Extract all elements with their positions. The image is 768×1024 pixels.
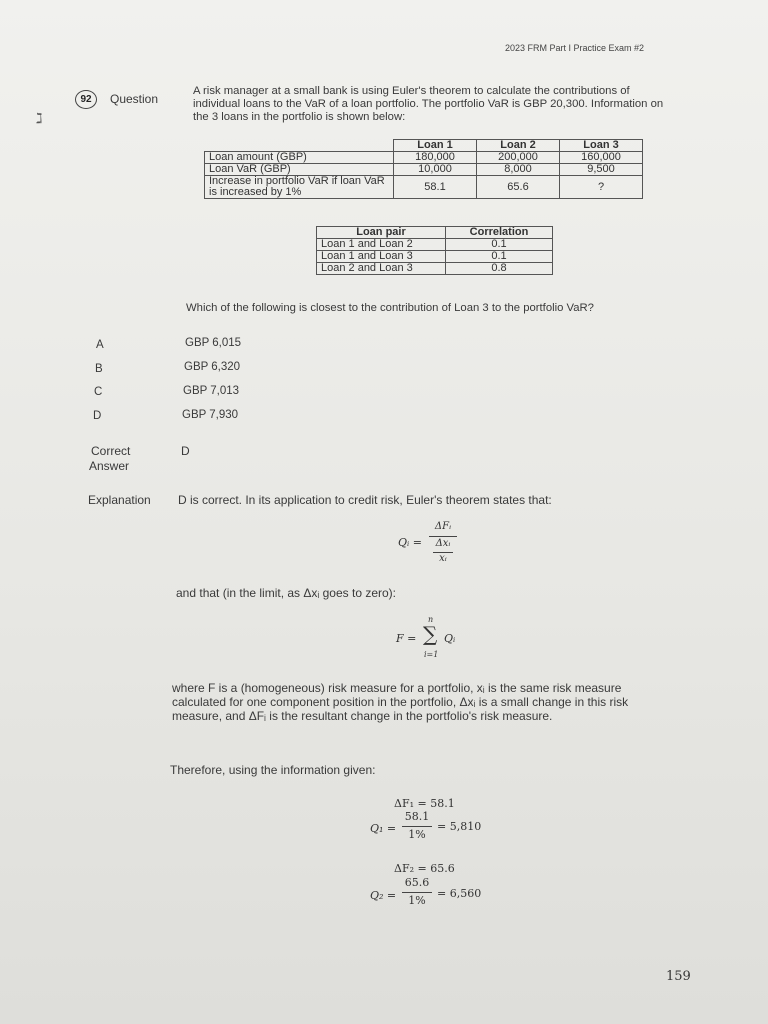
table-row [205,164,643,176]
page-number: 159 [666,969,691,984]
table-row [317,263,553,275]
loan-table [204,139,643,199]
table-cell: 58.1 [394,176,477,199]
table-cell: 160,000 [560,152,643,164]
therefore-text: Therefore, using the information given: [170,763,376,777]
q2-lhs: Q₂ = [370,889,397,902]
sum-symbol: ∑ [423,622,438,646]
f1-line: ΔF₁ = 58.1 [394,797,455,810]
table-cell: 9,500 [560,164,643,176]
table-cell: 180,000 [394,152,477,164]
sum-lhs: F = [396,632,417,645]
option-letter-c: C [94,386,103,398]
table-cell: 200,000 [477,152,560,164]
question-label: Question [110,92,159,106]
pen-mark: ℷ [36,110,43,126]
question-text: A risk manager at a small bank is using Euler's theorem to calculate the contributions of individual loans to the VaR of a loan portfolio. The portfolio VaR is GBP 20,300. Information on the 3 loans in the portfolio is shown below: [193,85,664,123]
sum-upper-limit: n [428,615,434,624]
table-cell: Increase in portfolio VaR if loan VaR is increased by 1% [205,176,394,199]
q1-numerator: 58.1 [404,810,430,823]
sum-lower-limit: i=1 [424,650,439,659]
table-row [205,152,643,164]
option-text-c: GBP 7,013 [183,385,240,397]
qi-lhs: Qᵢ = [398,536,422,549]
option-text-a: GBP 6,015 [185,337,242,349]
sum-term: Qᵢ [444,632,456,645]
table-cell: Loan 1 and Loan 3 [317,251,446,263]
explanation-label: Explanation [88,493,151,507]
option-letter-a: A [96,339,104,351]
loan-table-header: Loan 2 [477,140,560,152]
q1-result: = 5,810 [437,820,482,833]
loan-table-header: Loan 1 [394,140,477,152]
table-cell: 10,000 [394,164,477,176]
table-cell: Loan 1 and Loan 2 [317,239,446,251]
explanation-intro: D is correct. In its application to credit risk, Euler's theorem states that: [178,493,552,507]
answer-label: Answer [89,459,130,473]
q2-fraction-line [402,892,432,893]
table-cell: Loan 2 and Loan 3 [317,263,446,275]
correct-label: Correct [91,444,131,458]
table-cell: 65.6 [477,176,560,199]
correlation-header-row [317,227,553,239]
table-cell: 0.1 [446,251,553,263]
table-cell: ? [560,176,643,199]
qi-numerator: ΔFᵢ [434,521,452,532]
table-cell: 0.1 [446,239,553,251]
table-row [317,239,553,251]
q2-numerator: 65.6 [404,876,430,889]
table-row [317,251,553,263]
qi-denominator-top: Δxᵢ [435,538,451,549]
question-prompt: Which of the following is closest to the contribution of Loan 3 to the portfolio VaR? [186,302,594,314]
correct-answer-value: D [181,444,190,458]
table-cell: Loan amount (GBP) [205,152,394,164]
option-text-b: GBP 6,320 [184,361,241,373]
q1-lhs: Q₁ = [370,822,397,835]
q2-denominator: 1% [408,894,426,907]
table-cell: 8,000 [477,164,560,176]
question-number-circle: 92 [75,90,97,109]
f2-line: ΔF₂ = 65.6 [394,862,455,875]
qi-denominator-bottom: xᵢ [439,553,447,564]
page-header: 2023 FRM Part I Practice Exam #2 [505,43,645,53]
q1-denominator: 1% [408,828,426,841]
correlation-table [316,226,553,275]
qi-fraction-line [429,536,457,537]
q2-result: = 6,560 [437,887,482,900]
loan-table-header-row [205,140,643,152]
limit-text: and that (in the limit, as Δxᵢ goes to zero): [176,586,397,600]
option-letter-d: D [93,410,102,422]
option-text-d: GBP 7,930 [182,409,239,421]
correlation-header: Loan pair [317,227,446,239]
q1-fraction-line [402,826,432,827]
loan-table-corner [205,140,394,152]
option-letter-b: B [95,363,103,375]
table-row [205,176,643,199]
where-text: where F is a (homogeneous) risk measure for a portfolio, xᵢ is the same risk measure calculated for one component position in the portfolio, Δxᵢ is a small change in this risk measure, and ΔFᵢ is the resultant change in the portfolio's risk measure. [172,681,629,723]
correlation-header: Correlation [446,227,553,239]
table-cell: 0.8 [446,263,553,275]
table-cell: Loan VaR (GBP) [205,164,394,176]
loan-table-header: Loan 3 [560,140,643,152]
